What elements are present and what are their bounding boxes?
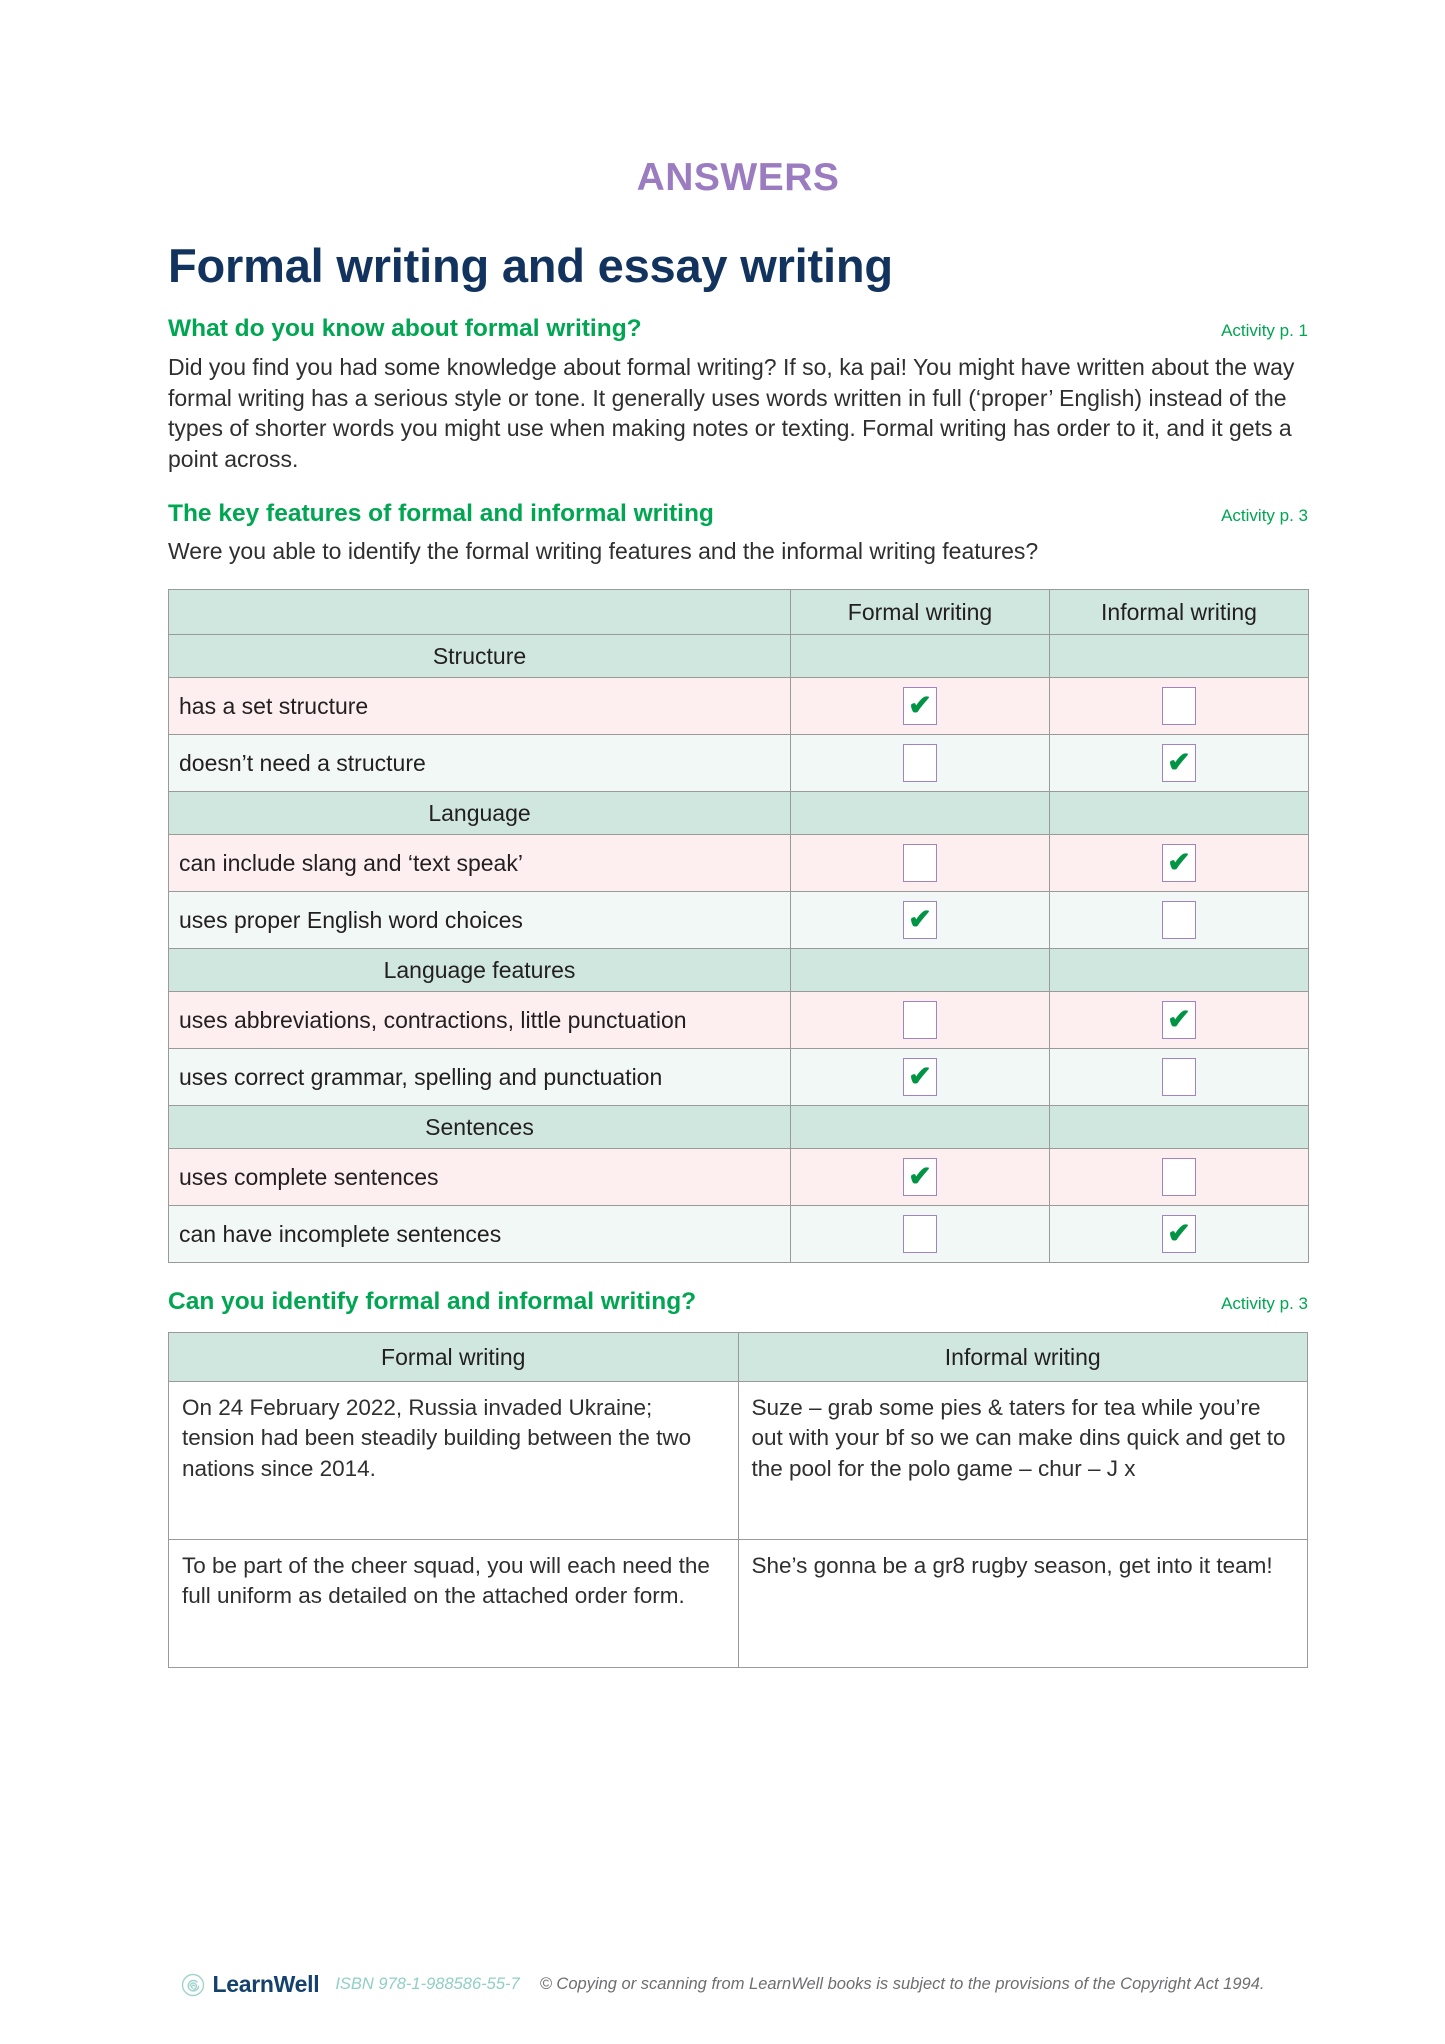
checkbox-checked[interactable] xyxy=(903,687,937,725)
examples-table-head xyxy=(169,1333,1308,1382)
group-label: Language features xyxy=(169,949,791,992)
formal-checkbox-cell[interactable] xyxy=(791,835,1050,892)
feature-label: uses proper English word choices xyxy=(169,892,791,949)
formal-checkbox-cell[interactable] xyxy=(791,678,1050,735)
informal-checkbox-cell[interactable] xyxy=(1050,835,1309,892)
feature-label: uses abbreviations, contractions, little punctuation xyxy=(169,992,791,1049)
checkbox-unchecked[interactable] xyxy=(1162,901,1196,939)
table-row xyxy=(169,992,1309,1049)
table-row xyxy=(169,835,1309,892)
informal-checkbox-cell[interactable] xyxy=(1050,1149,1309,1206)
answers-banner: ANSWERS xyxy=(636,156,840,199)
formal-checkbox-cell[interactable] xyxy=(791,735,1050,792)
group-label: Language xyxy=(169,792,791,835)
table-header-row xyxy=(169,1333,1308,1382)
informal-example-cell: She’s gonna be a gr8 rugby season, get into it team! xyxy=(738,1540,1308,1668)
table-row xyxy=(169,1540,1308,1668)
informal-checkbox-cell[interactable] xyxy=(1050,892,1309,949)
group-cell-formal xyxy=(791,635,1050,678)
table-row xyxy=(169,892,1309,949)
table-row xyxy=(169,678,1309,735)
table-row xyxy=(169,1049,1309,1106)
table-row xyxy=(169,1382,1308,1540)
feature-label: uses complete sentences xyxy=(169,1149,791,1206)
informal-checkbox-cell[interactable] xyxy=(1050,735,1309,792)
informal-checkbox-cell[interactable] xyxy=(1050,1206,1309,1263)
table-row xyxy=(169,735,1309,792)
brand-name: LearnWell xyxy=(212,1971,320,1997)
isbn-text: ISBN 978-1-988586-55-7 xyxy=(335,1975,520,1993)
column-header-blank xyxy=(169,590,791,635)
copyright-text: © Copying or scanning from LearnWell books is subject to the provisions of the Copyright Act 1994. xyxy=(539,1975,1265,1993)
group-header-row xyxy=(169,949,1309,992)
learnwell-logo xyxy=(181,1971,320,1998)
informal-example-cell: Suze – grab some pies & taters for tea while you’re out with your bf so we can make dins quick and get to the pool for the polo game – chur – J x xyxy=(738,1382,1308,1540)
group-cell-formal xyxy=(791,792,1050,835)
check-icon: ✔ xyxy=(908,903,932,935)
activity-reference: Activity p. 3 xyxy=(1221,1294,1308,1314)
check-icon: ✔ xyxy=(1167,746,1191,778)
activity-reference: Activity p. 3 xyxy=(1221,505,1308,525)
checkbox-unchecked[interactable] xyxy=(1162,1058,1196,1096)
formal-example-cell: On 24 February 2022, Russia invaded Ukraine; tension had been steadily building between the two nations since 2014. xyxy=(169,1382,739,1540)
column-header-informal: Informal writing xyxy=(1050,590,1309,635)
features-table xyxy=(168,589,1309,1263)
checkbox-checked[interactable] xyxy=(1162,844,1196,882)
check-icon: ✔ xyxy=(1167,1003,1191,1035)
group-label: Structure xyxy=(169,635,791,678)
check-icon: ✔ xyxy=(1167,1217,1191,1249)
checkbox-checked[interactable] xyxy=(1162,1001,1196,1039)
checkbox-checked[interactable] xyxy=(903,1058,937,1096)
group-cell-informal xyxy=(1050,1106,1309,1149)
group-cell-informal xyxy=(1050,949,1309,992)
check-icon: ✔ xyxy=(908,1060,932,1092)
checkbox-unchecked[interactable] xyxy=(903,844,937,882)
group-label: Sentences xyxy=(169,1106,791,1149)
feature-label: uses correct grammar, spelling and punctuation xyxy=(169,1049,791,1106)
table-row xyxy=(169,1149,1309,1206)
page-title: Formal writing and essay writing xyxy=(168,239,893,292)
section-title: Can you identify formal and informal writing? xyxy=(168,1288,697,1316)
feature-label: can include slang and ‘text speak’ xyxy=(169,835,791,892)
group-cell-informal xyxy=(1050,792,1309,835)
check-icon: ✔ xyxy=(908,1160,932,1192)
group-header-row xyxy=(169,792,1309,835)
table-row xyxy=(169,1206,1309,1263)
section-title: The key features of formal and informal writing xyxy=(168,499,714,527)
section-paragraph: Did you find you had some knowledge about formal writing? If so, ka pai! You might have written about the way formal writing has a serious style or tone. It generally uses words written in full (‘proper’ English) instead of the types of shorter words you might use when making notes or texting. Formal writing has order to it, and it gets a point across. xyxy=(168,354,1295,473)
group-header-row xyxy=(169,1106,1309,1149)
page-content xyxy=(168,0,1308,1668)
feature-label: has a set structure xyxy=(169,678,791,735)
formal-checkbox-cell[interactable] xyxy=(791,992,1050,1049)
group-cell-formal xyxy=(791,949,1050,992)
section-title: What do you know about formal writing? xyxy=(168,315,642,343)
feature-label: doesn’t need a structure xyxy=(169,735,791,792)
column-header-formal: Formal writing xyxy=(169,1333,739,1382)
group-cell-informal xyxy=(1050,635,1309,678)
table-header-row xyxy=(169,590,1309,635)
formal-checkbox-cell[interactable] xyxy=(791,1049,1050,1106)
formal-checkbox-cell[interactable] xyxy=(791,1206,1050,1263)
checkbox-unchecked[interactable] xyxy=(903,1215,937,1253)
checkbox-checked[interactable] xyxy=(903,901,937,939)
check-icon: ✔ xyxy=(1167,846,1191,878)
checkbox-unchecked[interactable] xyxy=(903,1001,937,1039)
checkbox-checked[interactable] xyxy=(1162,1215,1196,1253)
formal-example-cell: To be part of the cheer squad, you will each need the full uniform as detailed on the attached order form. xyxy=(169,1540,739,1668)
checkbox-unchecked[interactable] xyxy=(1162,687,1196,725)
examples-table xyxy=(168,1332,1308,1668)
features-table-head xyxy=(169,590,1309,635)
checkbox-checked[interactable] xyxy=(903,1158,937,1196)
formal-checkbox-cell[interactable] xyxy=(791,1149,1050,1206)
page-footer xyxy=(0,1971,1445,1998)
checkbox-unchecked[interactable] xyxy=(1162,1158,1196,1196)
check-icon: ✔ xyxy=(908,689,932,721)
checkbox-checked[interactable] xyxy=(1162,744,1196,782)
column-header-formal: Formal writing xyxy=(791,590,1050,635)
section-header-what-do-you-know xyxy=(168,316,1308,343)
section-header-can-you-identify xyxy=(168,1289,1308,1316)
examples-table-body xyxy=(169,1382,1308,1668)
group-cell-formal xyxy=(791,1106,1050,1149)
activity-reference: Activity p. 1 xyxy=(1221,321,1308,341)
informal-checkbox-cell[interactable] xyxy=(1050,678,1309,735)
section-header-key-features xyxy=(168,501,1308,528)
group-header-row xyxy=(169,635,1309,678)
checkbox-unchecked[interactable] xyxy=(903,744,937,782)
section-paragraph: Were you able to identify the formal writing features and the informal writing features? xyxy=(168,537,1039,564)
feature-label: can have incomplete sentences xyxy=(169,1206,791,1263)
features-table-body xyxy=(169,635,1309,1263)
informal-checkbox-cell[interactable] xyxy=(1050,992,1309,1049)
spiral-icon xyxy=(181,1973,205,1997)
column-header-informal: Informal writing xyxy=(738,1333,1308,1382)
informal-checkbox-cell[interactable] xyxy=(1050,1049,1309,1106)
formal-checkbox-cell[interactable] xyxy=(791,892,1050,949)
